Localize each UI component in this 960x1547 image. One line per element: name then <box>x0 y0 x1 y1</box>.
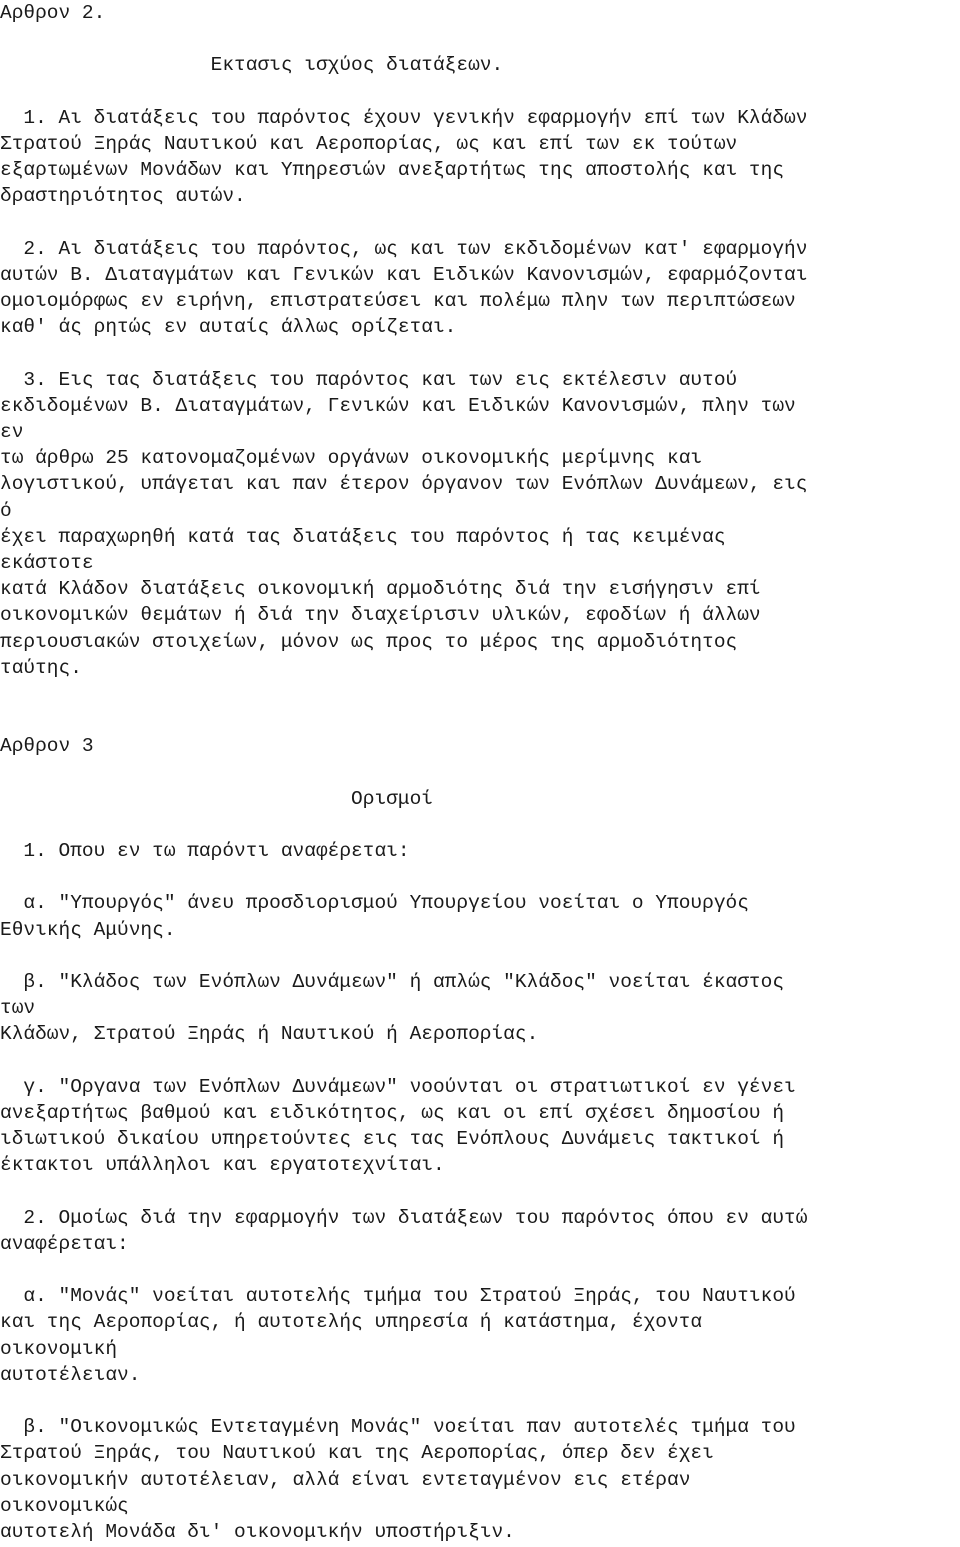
text-line: έκτακτοι υπάλληλοι και εργατοτεχνίται. <box>0 1154 445 1177</box>
blank-line <box>0 759 960 785</box>
text-line: οικονομική <box>0 1337 118 1360</box>
text-line: Ορισμοί <box>0 787 433 810</box>
blank-line <box>0 1388 960 1414</box>
text-line: ό <box>0 499 12 522</box>
text-line: ταύτης. <box>0 656 82 679</box>
text-line: Κλάδων, Στρατού Ξηράς ή Ναυτικού ή Αεροπορίας. <box>0 1023 539 1046</box>
text-line: Αρθρον 2. <box>0 2 106 24</box>
text-line: οικονομικών θεμάτων ή διά την διαχείρισιν υλικών, εφοδίων ή άλλων <box>0 604 761 627</box>
text-line: αναφέρεται: <box>0 1232 129 1255</box>
text-line: καθ' άς ρητώς εν αυταίς άλλως ορίζεται. <box>0 316 457 339</box>
text-line: Στρατού Ξηράς, του Ναυτικού και της Αεροπορίας, όπερ δεν έχει <box>0 1442 714 1465</box>
text-line: οικονομικώς <box>0 1494 129 1517</box>
text-line: ομοιομόρφως εν ειρήνη, επιστρατεύσει και πολέμω πλην των περιπτώσεων <box>0 290 796 313</box>
blank-line <box>0 1048 960 1074</box>
text-line: και της Αεροπορίας, ή αυτοτελής υπηρεσία ή κατάστημα, έχοντα <box>0 1311 703 1334</box>
text-line: ανεξαρτήτως βαθμού και ειδικότητος, ως και οι επί σχέσει δημοσίου ή <box>0 1101 785 1124</box>
text-line: Εθνικής Αμύνης. <box>0 918 176 941</box>
text-line: Στρατού Ξηράς Ναυτικού και Αεροπορίας, ως και επί των εκ τούτων <box>0 132 738 155</box>
text-line: β. "Οικονομικώς Εντεταγμένη Μονάς" νοείται παν αυτοτελές τμήμα του <box>0 1416 796 1439</box>
text-line: λογιστικού, υπάγεται και παν έτερον όργανον των Ενόπλων Δυνάμεων, εις <box>0 473 808 496</box>
blank-line <box>0 210 960 236</box>
text-line: εκδιδομένων Β. Διαταγμάτων, Γενικών και Ειδικών Κανονισμών, πλην των <box>0 394 796 417</box>
text-line: των <box>0 997 36 1020</box>
text-line: α. "Υπουργός" άνευ προσδιορισμού Υπουργείου νοείται ο Υπουργός <box>0 892 749 915</box>
text-line: ιδιωτικού δικαίου υπηρετούντες εις τας Ενόπλους Δυνάμεις τακτικοί ή <box>0 1128 785 1151</box>
blank-line <box>0 79 960 105</box>
text-line: έχει παραχωρηθή κατά τας διατάξεις του παρόντος ή τας κειμένας <box>0 525 726 548</box>
text-line: γ. "Οργανα των Ενόπλων Δυνάμεων" νοούνται οι στρατιωτικοί εν γένει <box>0 1075 796 1098</box>
text-line: 2. Ομοίως διά την εφαρμογήν των διατάξεων του παρόντος όπου εν αυτώ <box>0 1206 808 1229</box>
text-line: 1. Οπου εν τω παρόντι αναφέρεται: <box>0 840 410 862</box>
blank-line <box>0 812 960 838</box>
blank-line <box>0 1178 960 1204</box>
text-line: εκάστοτε <box>0 551 94 574</box>
text-line: οικονομικήν αυτοτέλειαν, αλλά είναι εντεταγμένον εις ετέραν <box>0 1468 691 1491</box>
text-line: τω άρθρω 25 κατονομαζομένων οργάνων οικονομικής μερίμνης και <box>0 447 703 470</box>
text-line: β. "Κλάδος των Ενόπλων Δυνάμεων" ή απλώς "Κλάδος" νοείται έκαστος <box>0 970 785 993</box>
text-line: 1. Αι διατάξεις του παρόντος έχουν γενικήν εφαρμογήν επί των Κλάδων <box>0 106 808 129</box>
text-line: αυτοτέλειαν. <box>0 1363 141 1386</box>
blank-line <box>0 943 960 969</box>
text-line: περιουσιακών στοιχείων, μόνον ως προς το μέρος της αρμοδιότητος <box>0 630 738 653</box>
blank-line <box>0 864 960 890</box>
text-line: εξαρτωμένων Μονάδων και Υπηρεσιών ανεξαρτήτως της αποστολής και της <box>0 159 785 182</box>
text-line: Εκτασις ισχύος διατάξεων. <box>0 54 504 77</box>
text-line: α. "Μονάς" νοείται αυτοτελής τμήμα του Στρατού Ξηράς, του Ναυτικού <box>0 1285 796 1308</box>
text-line: αυτοτελή Μονάδα δι' οικονομικήν υποστήριξιν. <box>0 1520 515 1543</box>
blank-line <box>0 1257 960 1283</box>
text-line: Αρθρον 3 <box>0 735 94 758</box>
blank-line <box>0 707 960 733</box>
blank-line <box>0 340 960 366</box>
blank-line <box>0 681 960 707</box>
text-line: εν <box>0 421 24 443</box>
text-line: 2. Αι διατάξεις του παρόντος, ως και των εκδιδομένων κατ' εφαρμογήν <box>0 237 808 260</box>
text-line: αυτών Β. Διαταγμάτων και Γενικών και Ειδικών Κανονισμών, εφαρμόζονται <box>0 263 808 286</box>
text-line: δραστηριότητος αυτών. <box>0 185 246 208</box>
blank-line <box>0 26 960 52</box>
text-line: κατά Κλάδον διατάξεις οικονομική αρμοδιότης διά την εισήγησιν επί <box>0 578 761 601</box>
text-line: 3. Εις τας διατάξεις του παρόντος και των εις εκτέλεσιν αυτού <box>0 368 738 391</box>
